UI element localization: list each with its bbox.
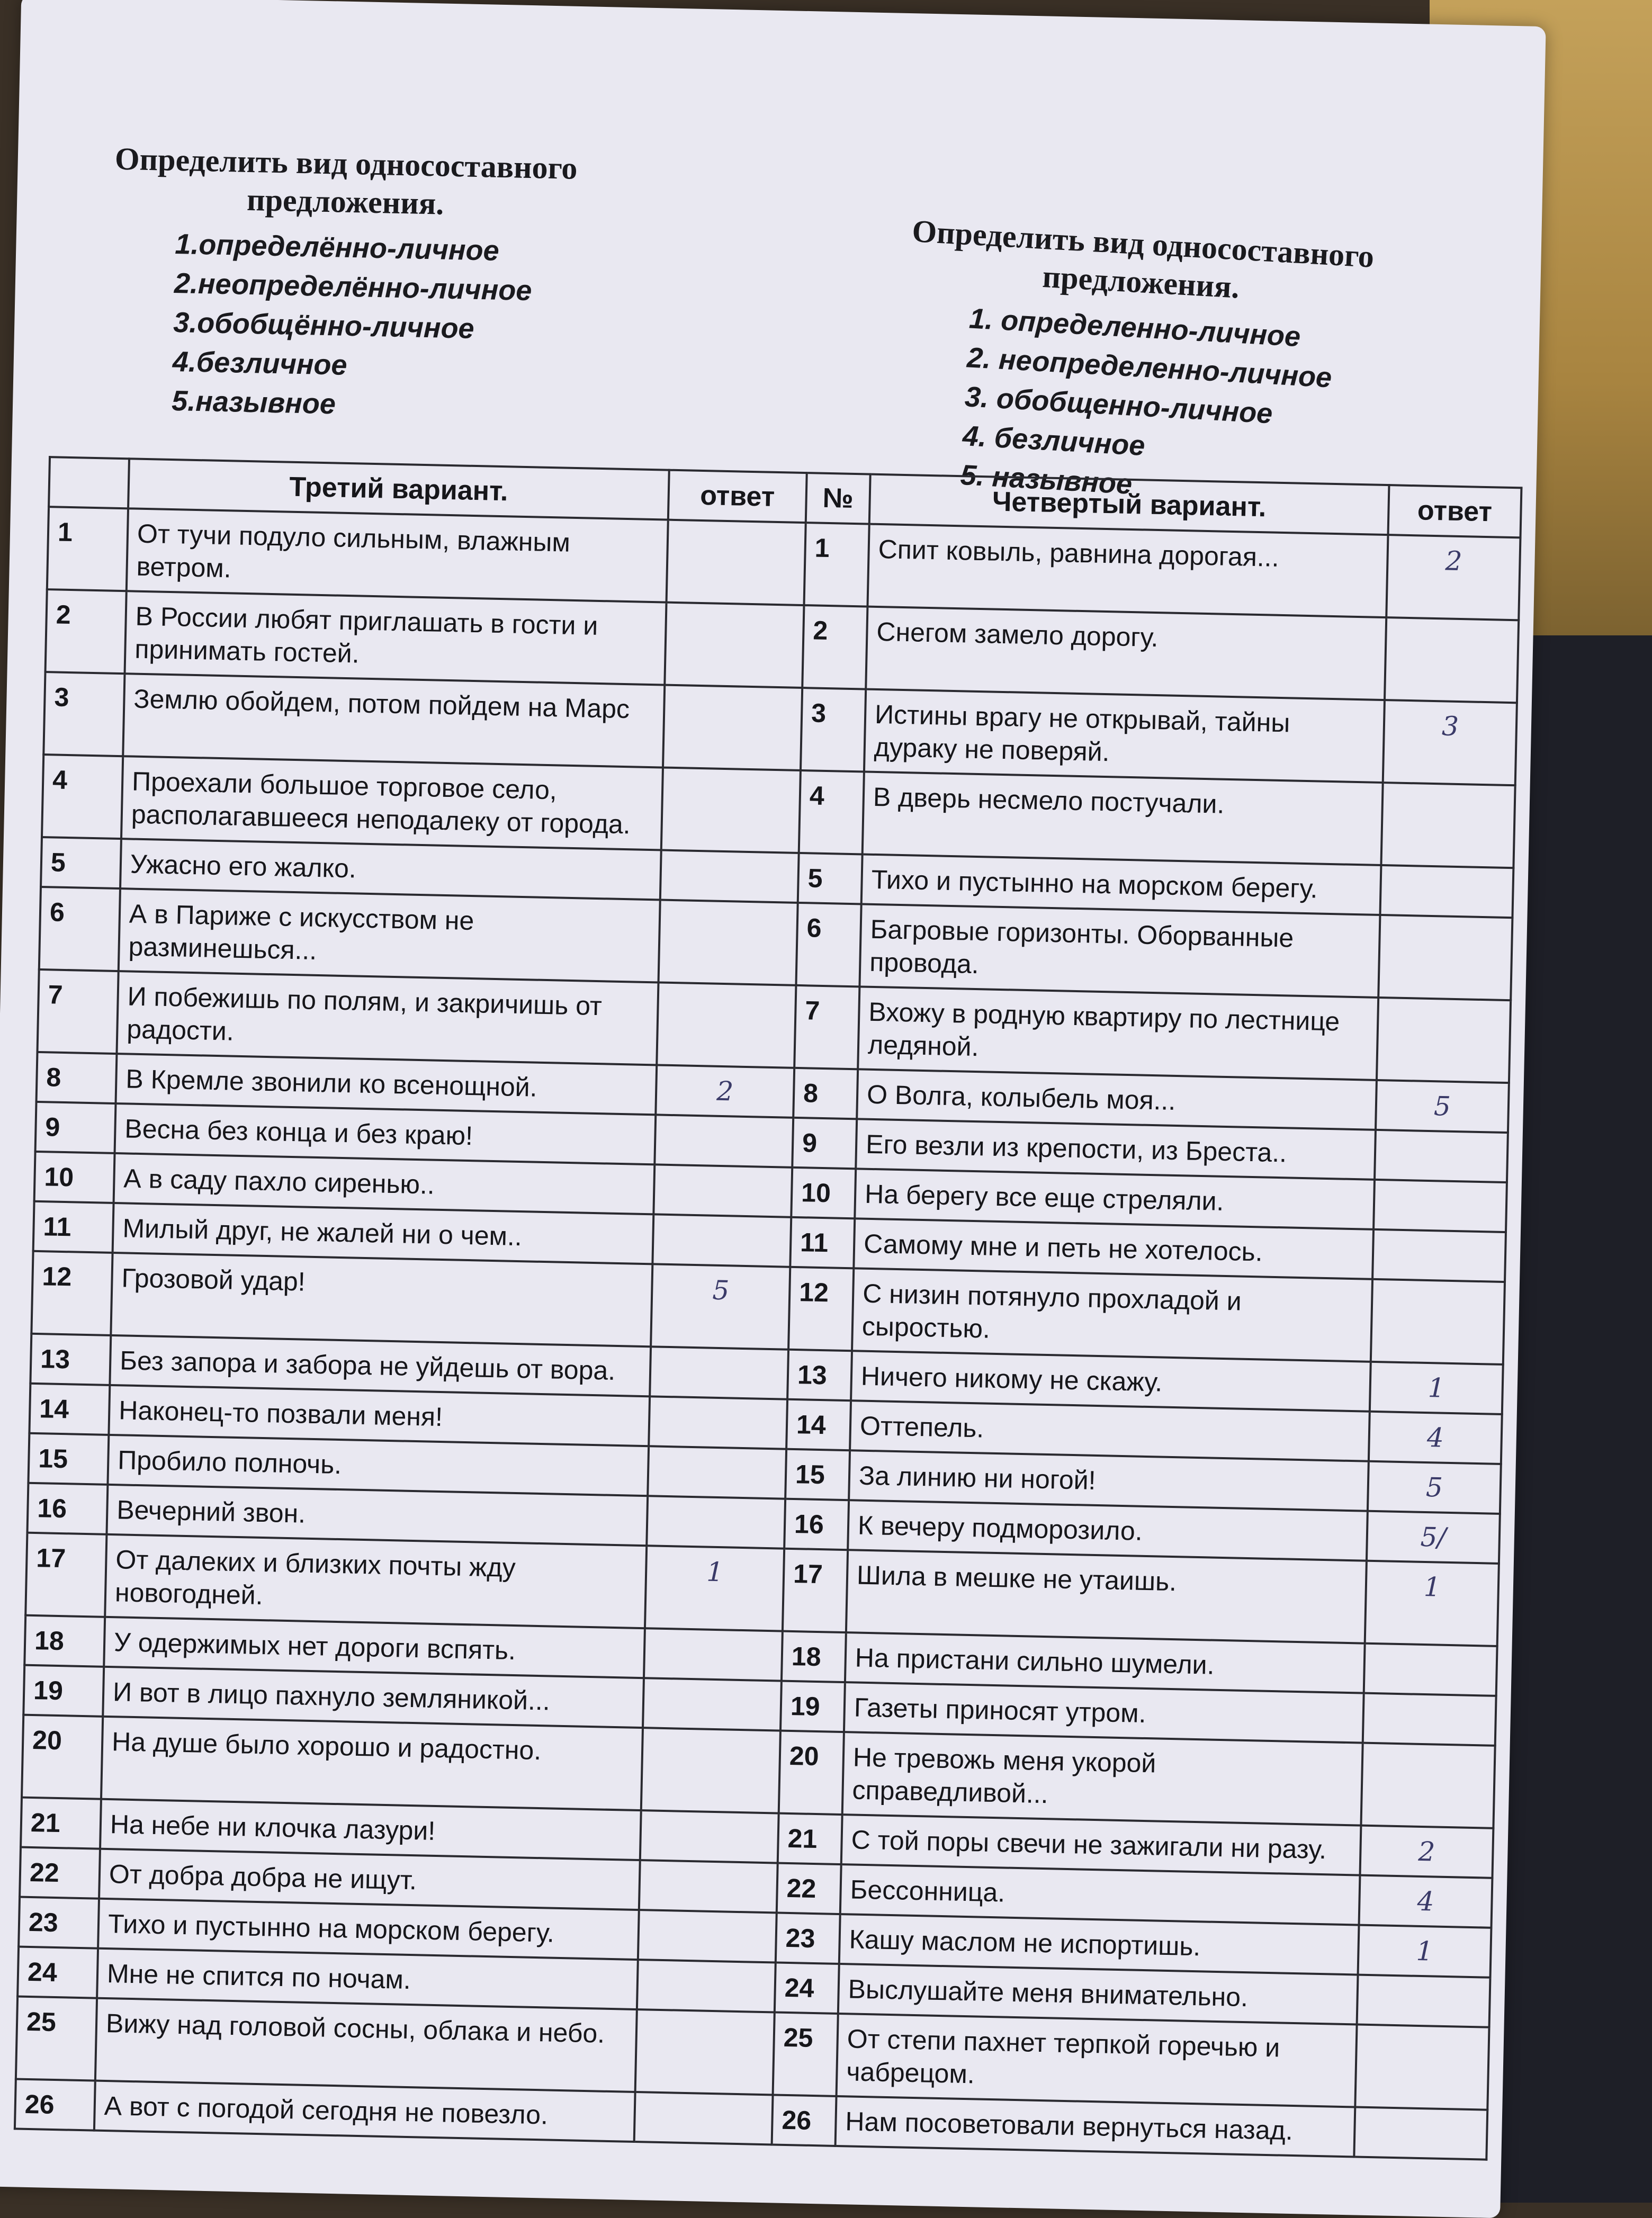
right-item-number: 22 xyxy=(777,1863,841,1914)
right-sentence: На берегу все еще стреляли. xyxy=(855,1169,1375,1229)
right-answer: 1 xyxy=(1370,1362,1503,1414)
left-item-number: 2 xyxy=(46,589,127,674)
left-item-number: 15 xyxy=(28,1433,109,1485)
left-sentence: Наконец-то позвали меня! xyxy=(109,1385,650,1446)
right-sentence: Не тревожь меня укорой справедливой... xyxy=(842,1732,1363,1825)
left-answer xyxy=(637,1960,776,2012)
right-answer xyxy=(1375,1130,1508,1182)
left-answer xyxy=(663,685,802,770)
right-answer: 1 xyxy=(1358,1925,1492,1978)
left-types-list xyxy=(76,222,610,429)
left-sentence: У одержимых нет дороги вспять. xyxy=(104,1617,645,1678)
right-number-header: № xyxy=(806,473,870,524)
left-type-item: 4.безличное xyxy=(172,345,348,381)
left-item-number: 12 xyxy=(31,1251,112,1335)
left-answer xyxy=(652,1214,791,1267)
right-answer xyxy=(1377,998,1511,1083)
right-item-number: 2 xyxy=(802,605,867,689)
right-item-number: 16 xyxy=(784,1499,849,1550)
right-answer: 2 xyxy=(1386,535,1520,620)
left-answer xyxy=(660,850,799,903)
left-answer-header: ответ xyxy=(668,470,807,523)
right-answer-header: ответ xyxy=(1388,485,1522,537)
left-sentence: В Кремле звонили ко всенощной. xyxy=(115,1054,657,1115)
right-item-number: 10 xyxy=(791,1168,856,1218)
right-item-number: 3 xyxy=(801,688,866,771)
left-instructions xyxy=(76,139,612,429)
right-answer: 5 xyxy=(1376,1080,1509,1133)
left-sentence: От далеких и близких почты жду новогодней. xyxy=(105,1534,647,1628)
right-type-item: 4. безличное xyxy=(962,420,1146,462)
right-answer xyxy=(1378,915,1512,1000)
right-sentence: Вхожу в родную квартиру по лестнице ледяной. xyxy=(858,986,1378,1080)
right-sentence: К вечеру подморозило. xyxy=(848,1500,1368,1561)
left-answer: 5 xyxy=(651,1264,790,1349)
right-item-number: 18 xyxy=(782,1631,846,1682)
right-item-number: 7 xyxy=(794,985,859,1069)
right-item-number: 12 xyxy=(788,1267,854,1351)
left-sentence: От добра добра не ищут. xyxy=(99,1849,640,1910)
exercise-table xyxy=(14,456,1523,2161)
left-sentence: Вижу над головой сосны, облака и небо. xyxy=(95,1998,637,2092)
right-sentence: Ничего никому не скажу. xyxy=(851,1351,1371,1412)
right-type-item: 3. обобщенно-личное xyxy=(964,381,1273,430)
right-answer: 1 xyxy=(1365,1561,1499,1646)
left-item-number: 10 xyxy=(34,1152,115,1203)
right-sentence: За линию ни ногой! xyxy=(849,1450,1369,1511)
left-answer: 1 xyxy=(645,1546,784,1631)
left-item-number: 19 xyxy=(23,1665,104,1717)
left-item-number: 26 xyxy=(15,2079,95,2130)
left-item-number: 20 xyxy=(22,1715,103,1799)
left-item-number: 21 xyxy=(21,1798,101,1849)
right-sentence: О Волга, колыбель моя... xyxy=(857,1069,1377,1130)
left-item-number: 9 xyxy=(35,1102,116,1153)
right-sentence: Снегом замело дорогу. xyxy=(866,607,1386,700)
right-sentence: От степи пахнет терпкой горечью и чабрецом. xyxy=(837,2014,1357,2107)
left-answer: 2 xyxy=(656,1065,794,1117)
left-sentence: А в саду пахло сиренью.. xyxy=(114,1153,655,1214)
left-answer xyxy=(653,1164,792,1217)
right-type-item: 2. неопределенно-личное xyxy=(966,342,1333,394)
right-answer xyxy=(1354,2107,1487,2159)
right-item-number: 11 xyxy=(790,1217,855,1268)
right-item-number: 4 xyxy=(799,770,864,854)
right-item-number: 23 xyxy=(776,1913,840,1964)
left-sentence: На небе ни клочка лазури! xyxy=(100,1799,641,1860)
left-answer xyxy=(640,1810,779,1863)
right-sentence: Багровые горизонты. Оборванные провода. xyxy=(859,904,1380,997)
left-item-number: 1 xyxy=(47,507,128,591)
left-answer xyxy=(634,2092,773,2144)
left-sentence: В России любят приглашать в гости и принимать гостей. xyxy=(125,591,667,685)
left-item-number: 25 xyxy=(16,1997,97,2081)
left-item-number: 4 xyxy=(42,755,123,839)
right-variant-title: Четвертый вариант. xyxy=(869,474,1389,535)
left-answer xyxy=(644,1628,783,1681)
right-answer xyxy=(1380,865,1513,918)
left-sentence: Весна без конца и без краю! xyxy=(115,1103,656,1164)
left-answer xyxy=(657,982,796,1067)
left-item-number: 18 xyxy=(24,1615,105,1667)
right-sentence: Бессонница. xyxy=(840,1864,1360,1925)
right-instructions-title: Определить вид односоставного предложения. xyxy=(911,213,1375,305)
right-item-number: 26 xyxy=(772,2095,837,2145)
left-item-number: 17 xyxy=(25,1533,106,1617)
left-sentence: Пробило полночь. xyxy=(107,1435,649,1496)
left-item-number: 16 xyxy=(27,1483,107,1534)
right-item-number: 17 xyxy=(783,1549,848,1632)
right-answer xyxy=(1373,1180,1507,1232)
right-answer xyxy=(1357,1975,1491,2027)
left-answer xyxy=(638,1910,777,1962)
left-sentence: Без запора и забора не уйдешь от вора. xyxy=(110,1335,651,1396)
right-sentence: Шила в мешке не утаишь. xyxy=(846,1550,1367,1643)
right-item-number: 14 xyxy=(786,1399,851,1450)
right-answer xyxy=(1371,1279,1505,1364)
right-item-number: 19 xyxy=(780,1681,845,1732)
right-item-number: 15 xyxy=(785,1449,850,1500)
left-instructions-title: Определить вид односоставного предложения. xyxy=(114,141,578,221)
left-item-number: 14 xyxy=(29,1384,110,1435)
left-sentence: А в Париже с искусством не разминешься... xyxy=(119,888,660,982)
right-sentence: Истины врагу не открывай, тайны дураку не поверяй. xyxy=(864,689,1385,783)
right-item-number: 13 xyxy=(787,1350,852,1400)
right-sentence: Тихо и пустынно на морском берегу. xyxy=(861,854,1381,915)
left-type-item: 2.неопределённо-личное xyxy=(174,267,533,307)
left-sentence: Грозовой удар! xyxy=(111,1253,652,1346)
right-item-number: 8 xyxy=(793,1068,858,1119)
left-item-number: 23 xyxy=(19,1897,99,1948)
left-sentence: На душе было хорошо и радостно. xyxy=(101,1717,643,1810)
left-answer xyxy=(667,520,806,605)
left-answer xyxy=(649,1396,787,1449)
left-sentence: А вот с погодой сегодня не повезло. xyxy=(94,2081,635,2142)
left-item-number: 11 xyxy=(33,1201,114,1253)
left-sentence: Землю обойдем, потом пойдем на Марс xyxy=(123,674,665,767)
right-sentence: С низин потянуло прохладой и сыростью. xyxy=(852,1268,1372,1361)
left-item-number: 22 xyxy=(20,1847,100,1899)
left-answer xyxy=(647,1496,785,1548)
left-sentence: Милый друг, не жалей ни о чем.. xyxy=(113,1203,654,1264)
left-answer xyxy=(659,900,798,985)
right-sentence: В дверь несмело постучали. xyxy=(863,771,1383,865)
right-sentence: Его везли из крепости, из Бреста.. xyxy=(856,1119,1376,1180)
right-sentence: Оттепель. xyxy=(850,1400,1370,1461)
right-answer xyxy=(1364,1644,1497,1696)
right-item-number: 5 xyxy=(798,853,863,904)
right-type-item: 1. определенно-личное xyxy=(968,302,1301,353)
left-variant-title: Третий вариант. xyxy=(128,459,669,519)
right-answer xyxy=(1363,1693,1496,1746)
left-sentence: И побежишь по полям, и закричишь от радости. xyxy=(116,971,658,1065)
right-answer xyxy=(1355,2025,1489,2110)
left-item-number: 6 xyxy=(39,887,120,971)
left-sentence: Тихо и пустынно на морском берегу. xyxy=(98,1899,639,1960)
left-answer xyxy=(648,1446,786,1498)
right-sentence: С той поры свечи не зажигали ни разу. xyxy=(841,1815,1361,1875)
right-answer: 4 xyxy=(1359,1875,1493,1928)
right-item-number: 9 xyxy=(792,1118,857,1169)
right-answer xyxy=(1361,1743,1495,1828)
left-item-number: 3 xyxy=(43,672,124,756)
right-type-item: 5. назывное xyxy=(959,459,1133,500)
right-item-number: 24 xyxy=(775,1962,839,2013)
right-sentence: Спит ковыль, равнина дорогая... xyxy=(867,524,1388,617)
left-answer xyxy=(641,1728,780,1813)
left-type-item: 5.назывное xyxy=(171,384,336,420)
left-item-number: 5 xyxy=(41,837,121,888)
left-sentence: Вечерний звон. xyxy=(106,1485,648,1546)
right-item-number: 20 xyxy=(779,1731,844,1815)
left-answer xyxy=(643,1678,782,1730)
right-answer: 3 xyxy=(1383,700,1517,785)
right-item-number: 1 xyxy=(804,523,869,606)
left-answer xyxy=(661,768,801,853)
right-answer: 2 xyxy=(1360,1826,1493,1878)
left-type-item: 3.обобщённо-личное xyxy=(173,306,475,345)
right-item-number: 6 xyxy=(796,903,861,986)
left-number-header xyxy=(49,457,129,508)
left-answer xyxy=(665,603,804,688)
left-answer xyxy=(654,1115,793,1167)
right-sentence: Выслушайте меня внимательно. xyxy=(838,1964,1358,2025)
left-item-number: 13 xyxy=(30,1334,111,1385)
left-sentence: От тучи подуло сильным, влажным ветром. xyxy=(127,508,668,602)
right-sentence: Самому мне и петь не хотелось. xyxy=(854,1218,1373,1279)
left-type-item: 1.определённо-личное xyxy=(174,228,500,267)
right-answer: 5/ xyxy=(1367,1511,1500,1564)
right-instructions xyxy=(864,210,1408,519)
left-item-number: 7 xyxy=(37,969,118,1054)
right-answer xyxy=(1381,783,1515,868)
right-answer: 4 xyxy=(1369,1412,1502,1464)
right-item-number: 25 xyxy=(773,2012,838,2096)
left-answer xyxy=(635,2009,775,2095)
right-answer: 5 xyxy=(1368,1461,1501,1514)
right-item-number: 21 xyxy=(778,1813,842,1864)
left-sentence: Мне не спится по ночам. xyxy=(97,1948,638,2009)
right-sentence: Нам посоветовали вернуться назад. xyxy=(836,2096,1355,2157)
left-sentence: И вот в лицо пахнуло земляникой... xyxy=(103,1667,644,1728)
left-answer xyxy=(639,1860,778,1912)
right-sentence: Газеты приносят утром. xyxy=(844,1682,1364,1743)
right-sentence: На пристани сильно шумели. xyxy=(845,1632,1365,1693)
right-sentence: Кашу маслом не испортишь. xyxy=(839,1914,1359,1975)
left-sentence: Ужасно его жалко. xyxy=(120,839,661,900)
left-answer xyxy=(650,1346,788,1399)
left-item-number: 24 xyxy=(17,1947,98,1998)
exercise-rows xyxy=(15,507,1521,2160)
left-sentence: Проехали большое торговое село, располагавшееся неподалеку от города. xyxy=(121,756,663,850)
right-answer xyxy=(1385,617,1519,703)
left-item-number: 8 xyxy=(37,1052,117,1103)
right-answer xyxy=(1372,1229,1506,1282)
